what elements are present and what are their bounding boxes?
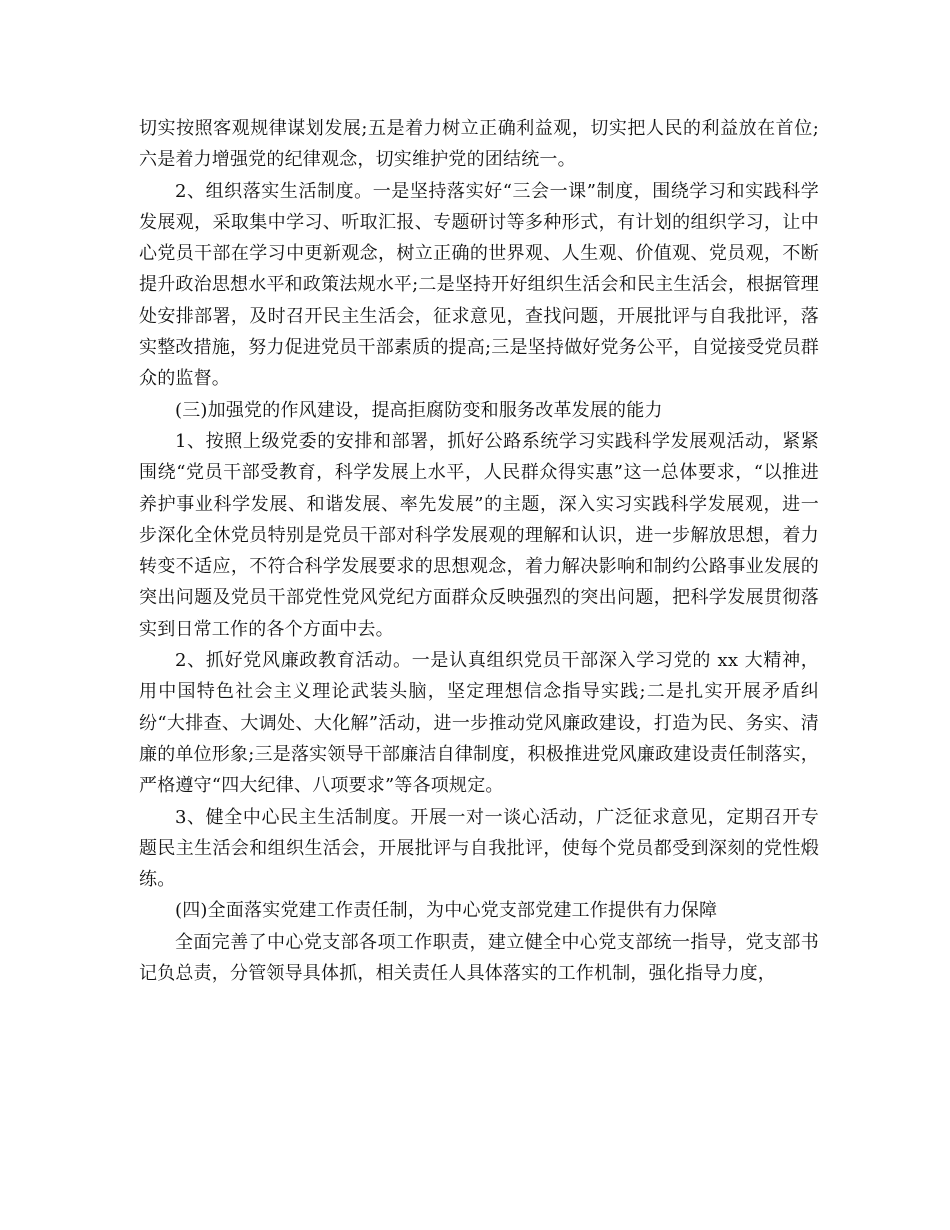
paragraph-item-two: 2、抓好党风廉政教育活动。一是认真组织党员干部深入学习党的 xx 大精神，用中国特色社会主义理论武装头脑，坚定理想信念指导实践;二是扎实开展矛盾纠纷“大排查、大调处、大化解”活动，进一步推动党风廉政建设，打造为民、务实、清廉的单位形象;三是落实领导干部廉洁自律制度，积极推进党风廉政建设责任制落实，严格遵守“四大纪律、八项要求”等各项规定。: [139, 650, 819, 797]
paragraph-item-one: 1、按照上级党委的安排和部署，抓好公路系统学习实践科学发展观活动，紧紧围绕“党员干部受教育，科学发展上水平，人民群众得实惠”这一总体要求，“以推进养护事业科学发展、和谐发展、率先发展”的主题，深入实习实践科学发展观，进一步深化全休党员特别是党员干部对科学发展观的理解和认识，进一步解放思想，着力转变不适应，不符合科学发展要求的思想观念，着力解决影响和制约公路事业发展的突出问题及党员干部党性党风党纪方面群众反映强烈的突出问题，把科学发展贯彻落实到日常工作的各个方面中去。: [139, 430, 819, 640]
section-heading-three: (三)加强党的作风建设，提高拒腐防变和服务改革发展的能力: [175, 399, 663, 421]
section-heading-four: (四)全面落实党建工作责任制，为中心党支部党建工作提供有力保障: [175, 900, 718, 922]
paragraph-continuation: 切实按照客观规律谋划发展;五是着力树立正确利益观，切实把人民的利益放在首位;六是着力增强党的纪律观念，切实维护党的团结统一。: [139, 118, 819, 171]
paragraph-organize-life-system: 2、组织落实生活制度。一是坚持落实好“三会一课”制度，围绕学习和实践科学发展观，采取集中学习、听取汇报、专题研讨等多种形式，有计划的组织学习，让中心党员干部在学习中更新观念，树立正确的世界观、人生观、价值观、党员观，不断提升政治思想水平和政策法规水平;二是坚持开好组织生活会和民主生活会，根据管理处安排部署，及时召开民主生活会，征求意见，查找问题，开展批评与自我批评，落实整改措施，努力促进党员干部素质的提高;三是坚持做好党务公平，自觉接受党员群众的监督。: [139, 180, 819, 390]
paragraph-item-three: 3、健全中心民主生活制度。开展一对一谈心活动，广泛征求意见，定期召开专题民主生活会和组织生活会，开展批评与自我批评，使每个党员都受到深刻的党性煅练。: [139, 806, 819, 891]
document-body: [139, 113, 819, 989]
paragraph-responsibility: 全面完善了中心党支部各项工作职责，建立健全中心党支部统一指导，党支部书记负总责，分管领导具体抓，相关责任人具体落实的工作机制，强化指导力度，: [139, 931, 819, 985]
